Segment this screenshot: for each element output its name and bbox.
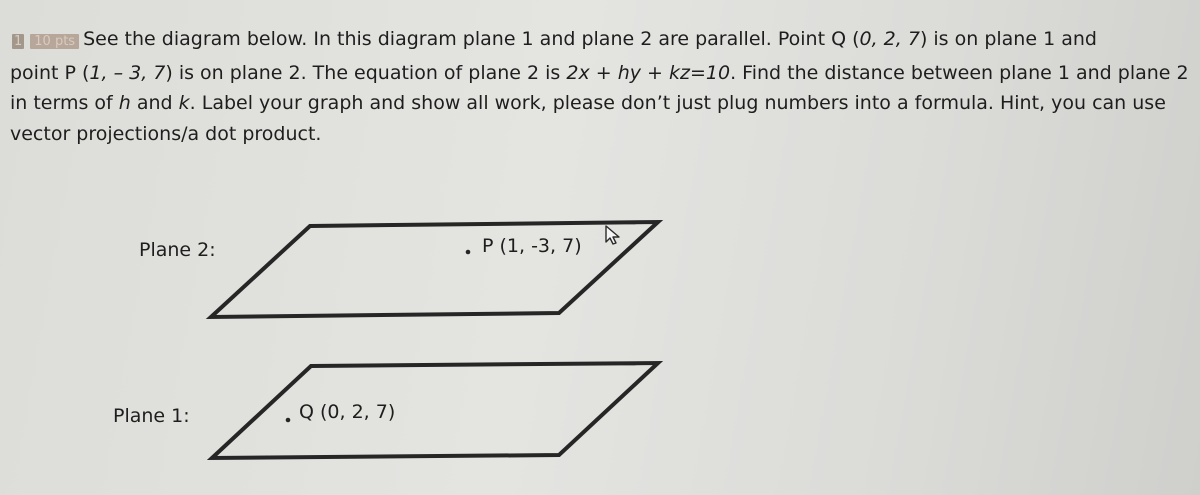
- point-q-label: Q (0, 2, 7): [299, 401, 396, 423]
- question-text-segment: point P (: [10, 61, 90, 84]
- variable-h: h: [118, 92, 131, 114]
- points-badge: 10 pts: [30, 34, 79, 49]
- question-text-segment: and: [130, 92, 179, 114]
- question-text-segment: ) is on plane 2. The equation of plane 2 is: [165, 61, 567, 84]
- question-number-badge: 1: [14, 34, 23, 49]
- point-p-dot: [466, 250, 471, 255]
- point-p-coords-inline: 1, – 3, 7: [89, 61, 166, 84]
- variable-k: k: [178, 92, 190, 114]
- plane-1-parallelogram: [212, 363, 658, 458]
- question-text-segment: in terms of: [10, 92, 119, 114]
- point-q-coords-inline: 0, 2, 7: [859, 28, 920, 50]
- question-text-segment: . Label your graph and show all work, please don’t just plug numbers into a formula. Hint, you can use: [189, 92, 1166, 114]
- point-p-label: P (1, -3, 7): [482, 235, 582, 257]
- plane-2-parallelogram: [211, 222, 658, 317]
- question-text-segment: See the diagram below. In this diagram plane 1 and plane 2 are parallel. Point Q (: [83, 28, 860, 50]
- question-line-4: vector projections/a dot product.: [10, 122, 322, 145]
- question-text-segment: . Find the distance between plane 1 and plane 2: [730, 61, 1189, 84]
- plane-2-label: Plane 2:: [139, 239, 216, 261]
- point-q-dot: [286, 418, 291, 423]
- plane-2-equation: 2x + hy + kz=10: [566, 61, 731, 84]
- mouse-pointer-icon: [604, 224, 624, 246]
- plane-1-label: Plane 1:: [113, 405, 190, 427]
- question-text-segment: ) is on plane 1 and: [919, 28, 1097, 50]
